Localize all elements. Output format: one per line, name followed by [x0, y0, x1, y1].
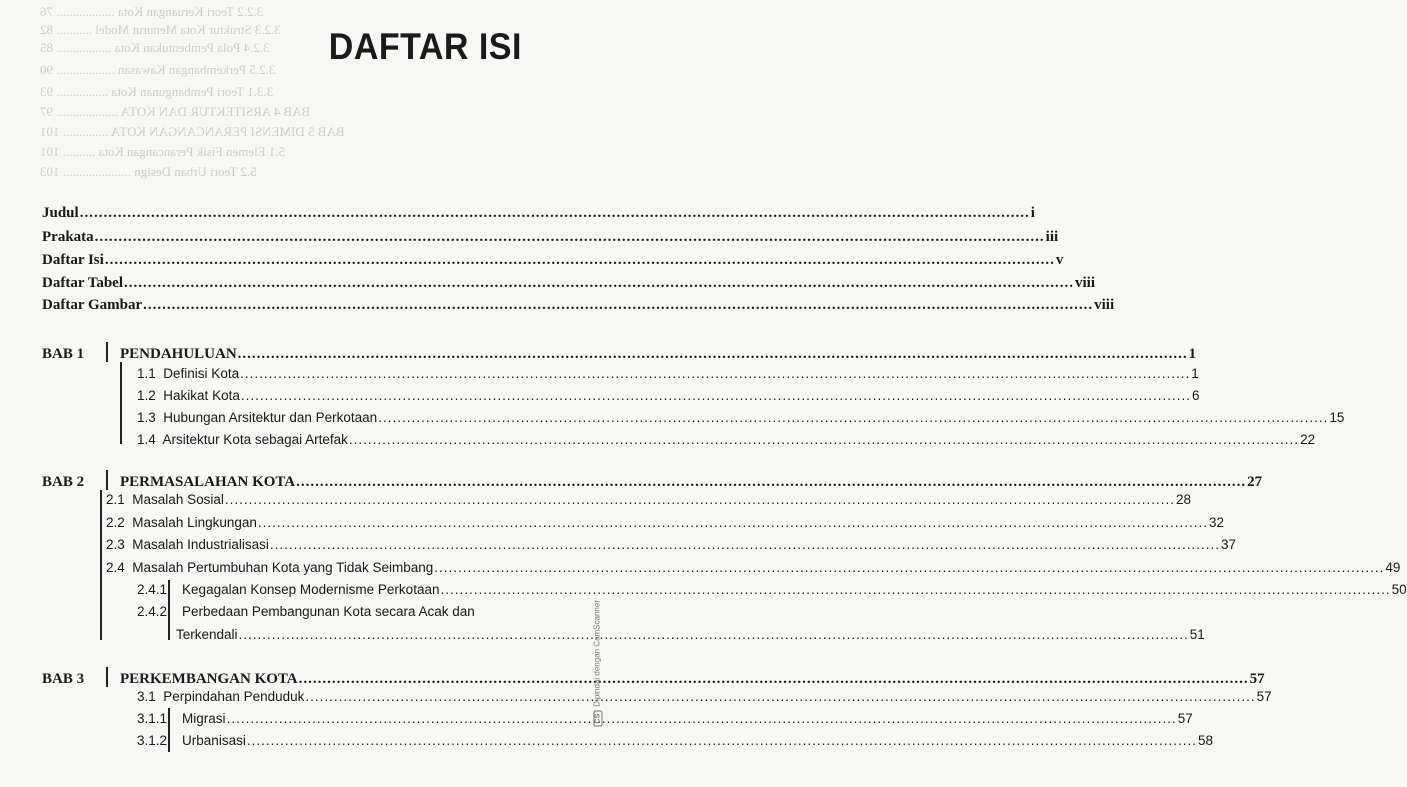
chapter-number: BAB 1	[42, 346, 85, 362]
leader-dots	[305, 689, 1255, 704]
toc-entry-page: v	[1055, 252, 1064, 268]
chapter-number: BAB 2	[42, 474, 85, 490]
leader-dots	[299, 671, 1249, 688]
section-page: 37	[1221, 537, 1237, 552]
toc-entry-judul[interactable]	[42, 205, 1035, 222]
chapter-number: BAB 3	[42, 671, 85, 687]
bleed-line: 3.2.4 Pola Pembentukan Kota ................. 85	[40, 40, 270, 55]
leader-dots	[239, 627, 1189, 642]
section-title: Perpindahan Penduduk	[163, 689, 305, 704]
toc-section-2-4[interactable]	[106, 560, 1401, 575]
section-title-line-2: Terkendali	[176, 627, 238, 642]
chapter-heading-bab-3[interactable]	[42, 667, 1265, 688]
bleed-line: 3.2.2 Teori Keruangan Kota .................. 76	[40, 4, 264, 19]
leader-dots	[95, 229, 1045, 246]
chapter-heading-bab-1[interactable]	[42, 342, 1197, 363]
toc-entry-page: viii	[1074, 275, 1095, 291]
section-page: 51	[1189, 627, 1205, 642]
section-title: Masalah Industrialisasi	[132, 537, 269, 552]
section-title: Urbanisasi	[182, 733, 246, 748]
leader-dots	[270, 537, 1220, 552]
section-page: 22	[1300, 432, 1316, 447]
bleed-line: 3.3.1 Teori Pembangunan Kota ................ 93	[40, 84, 274, 99]
bleed-line: 3.2.5 Perkembangan Kawasan .................. 90	[40, 62, 276, 77]
leader-dots	[241, 388, 1191, 403]
section-page: 49	[1385, 560, 1401, 575]
toc-entry-label: Daftar Isi	[42, 252, 104, 268]
toc-entry-page: viii	[1094, 297, 1115, 313]
leader-dots	[225, 492, 1175, 507]
leader-dots	[124, 275, 1074, 292]
bleed-line: BAB 4 ARSITEKTUR DAN KOTA ................... 97	[40, 104, 311, 119]
leader-dots	[238, 346, 1188, 363]
section-title: Hubungan Arsitektur dan Perkotaan	[163, 410, 378, 425]
toc-subsection-2-4-1[interactable]	[137, 582, 1407, 597]
section-page: 15	[1329, 410, 1345, 425]
section-title: Masalah Sosial	[132, 492, 224, 507]
toc-entry-prakata[interactable]	[42, 229, 1059, 246]
toc-section-1-3[interactable]	[137, 410, 1345, 425]
scanner-watermark-text: Dipindai dengan CamScanner	[592, 600, 601, 707]
leader-dots	[349, 432, 1299, 447]
section-number: 2.4.1	[137, 582, 168, 597]
section-page: 28	[1176, 492, 1192, 507]
section-number: 1.2	[137, 388, 156, 403]
bleed-line: 5.1 Elemen Fisik Perancangan Kota .......... 101	[40, 144, 286, 159]
toc-section-2-2[interactable]	[106, 515, 1225, 530]
section-page: 50	[1391, 582, 1407, 597]
scanner-watermark	[592, 600, 602, 726]
bleed-line: BAB 5 DIMENSI PERANCANGAN KOTA .............. 101	[40, 124, 345, 139]
toc-entry-page: i	[1030, 205, 1035, 221]
toc-entry-label: Daftar Gambar	[42, 297, 143, 313]
toc-section-3-1[interactable]	[137, 689, 1272, 704]
section-number: 2.2	[106, 515, 125, 530]
section-number: 2.4.2	[137, 604, 168, 619]
page-title: DAFTAR ISI	[328, 26, 522, 67]
leader-dots	[80, 205, 1030, 222]
toc-section-1-2[interactable]	[137, 388, 1200, 403]
toc-entry-label: Prakata	[42, 229, 94, 245]
leader-dots	[296, 474, 1246, 491]
leader-dots	[105, 252, 1055, 269]
section-title: Kegagalan Konsep Modernisme Perkotaan	[182, 582, 440, 597]
leader-dots	[143, 297, 1093, 314]
toc-entry-page: iii	[1045, 229, 1059, 245]
section-title: Definisi Kota	[163, 366, 240, 381]
section-bracket-line	[100, 490, 102, 640]
section-page: 32	[1209, 515, 1225, 530]
toc-section-2-1[interactable]	[106, 492, 1192, 507]
leader-dots	[227, 711, 1177, 726]
section-page: 58	[1197, 733, 1214, 748]
toc-entry-label: Judul	[42, 205, 79, 221]
bleed-through-text	[0, 0, 600, 179]
section-page: 57	[1256, 689, 1272, 704]
section-number: 1.3	[137, 410, 156, 425]
section-number: 1.1	[137, 366, 156, 381]
bleed-line: 3.2.3 Struktur Kota Menurut Model ........... 82	[40, 22, 281, 37]
toc-section-1-4[interactable]	[137, 432, 1316, 447]
chapter-divider	[106, 342, 108, 362]
section-bracket-line	[120, 362, 122, 444]
section-number: 2.4	[106, 560, 125, 575]
bleed-line: 5.2 Teori Urban Design ..................... 103	[40, 164, 257, 179]
section-title-line-1: Perbedaan Pembangunan Kota secara Acak dan	[182, 604, 475, 619]
section-number: 3.1.1	[137, 711, 168, 726]
chapter-title: PERMASALAHAN KOTA	[120, 474, 296, 490]
section-page: 1	[1191, 366, 1199, 381]
section-title: Migrasi	[182, 711, 226, 726]
camscanner-logo-icon: CS	[593, 711, 602, 727]
toc-entry-daftar-gambar[interactable]	[42, 297, 1115, 314]
toc-entry-daftar-isi[interactable]	[42, 252, 1064, 269]
section-number: 2.3	[106, 537, 125, 552]
section-title: Hakikat Kota	[163, 388, 240, 403]
section-number: 3.1.2	[137, 733, 168, 748]
section-number: 1.4	[137, 432, 156, 447]
chapter-page: 1	[1188, 346, 1197, 362]
chapter-page: 27	[1247, 474, 1263, 490]
leader-dots	[378, 410, 1328, 425]
section-page: 6	[1192, 388, 1200, 403]
toc-entry-daftar-tabel[interactable]	[42, 275, 1095, 292]
toc-subsection-2-4-2[interactable]	[137, 604, 527, 619]
chapter-page: 57	[1249, 671, 1265, 687]
section-title: Arsitektur Kota sebagai Artefak	[162, 432, 348, 447]
section-number: 2.1	[106, 492, 125, 507]
section-title: Masalah Lingkungan	[132, 515, 257, 530]
leader-dots	[434, 560, 1384, 575]
leader-dots	[240, 366, 1190, 381]
chapter-heading-bab-2[interactable]	[42, 470, 1263, 491]
toc-section-2-3[interactable]	[106, 537, 1237, 552]
toc-subsection-2-4-2-continued[interactable]	[176, 627, 1205, 642]
section-number: 3.1	[137, 689, 156, 704]
toc-subsection-3-1-2[interactable]	[137, 733, 1214, 748]
leader-dots	[258, 515, 1208, 530]
section-page: 57	[1177, 711, 1193, 726]
leader-dots	[247, 733, 1197, 748]
toc-section-1-1[interactable]	[137, 366, 1199, 381]
toc-entry-label: Daftar Tabel	[42, 275, 123, 291]
chapter-divider	[106, 470, 108, 490]
chapter-title: PERKEMBANGAN KOTA	[120, 671, 298, 687]
chapter-divider	[106, 667, 108, 687]
chapter-title: PENDAHULUAN	[120, 346, 237, 362]
leader-dots	[440, 582, 1390, 597]
section-title: Masalah Pertumbuhan Kota yang Tidak Seimbang	[132, 560, 434, 575]
